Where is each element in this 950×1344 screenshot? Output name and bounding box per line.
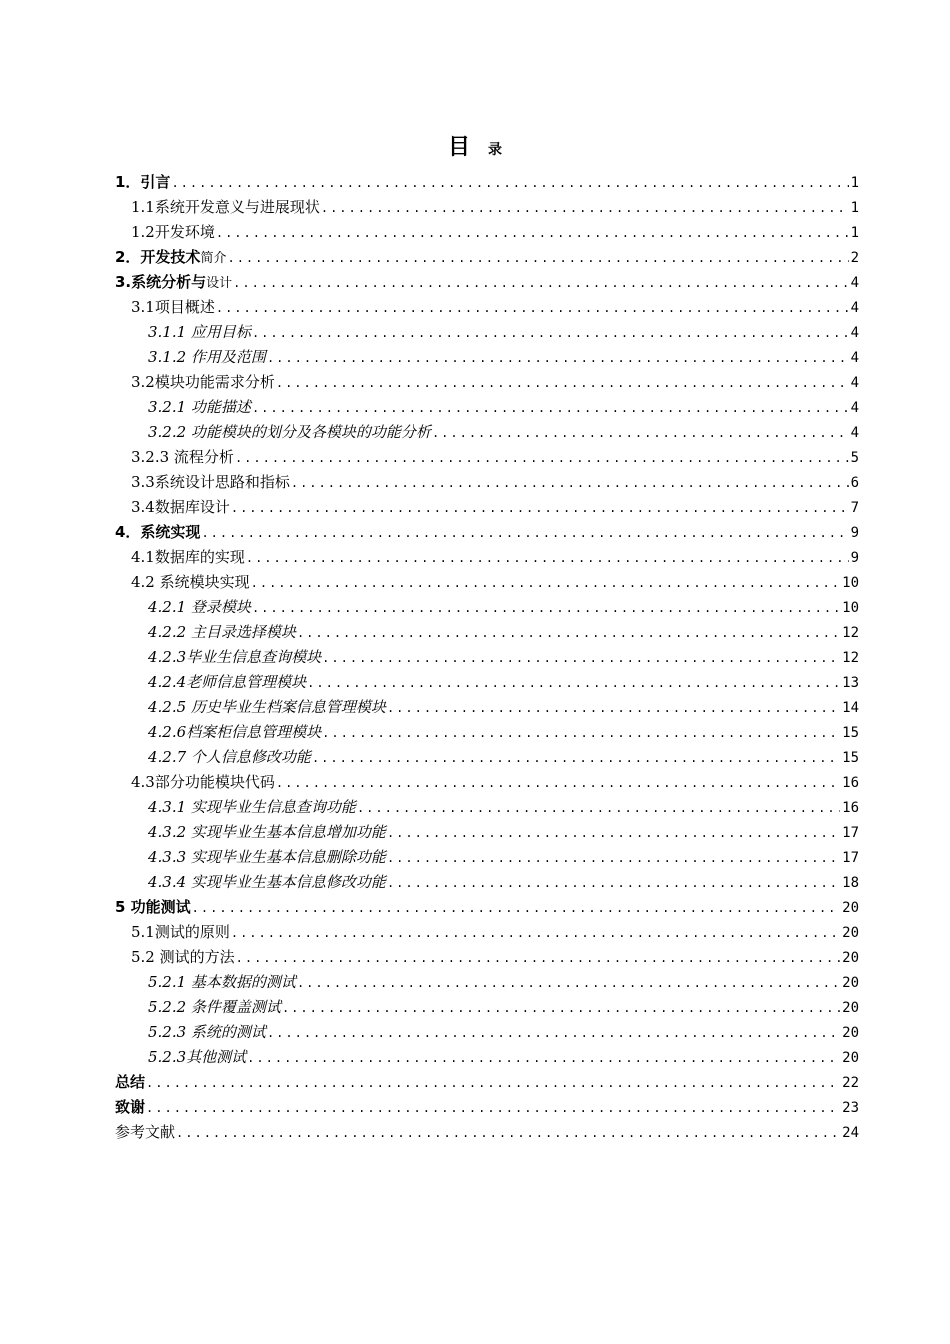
toc-entry[interactable] bbox=[115, 220, 859, 245]
toc-entry[interactable] bbox=[115, 1120, 859, 1145]
toc-page-number: 15 bbox=[842, 750, 859, 766]
toc-leader-dots bbox=[252, 396, 849, 421]
toc-entry[interactable] bbox=[115, 270, 859, 295]
toc-entry[interactable] bbox=[115, 245, 859, 270]
toc-leader-dots bbox=[282, 996, 840, 1021]
page-title bbox=[0, 130, 950, 161]
toc-leader-dots bbox=[307, 671, 840, 696]
toc-entry-title bbox=[131, 920, 230, 945]
toc-entry-text: 1.2开发环境 bbox=[131, 223, 215, 241]
toc-entry-title bbox=[148, 420, 431, 445]
toc-entry-title bbox=[115, 1120, 175, 1145]
toc-page-number: 2 bbox=[850, 250, 859, 266]
toc-page-number: 20 bbox=[842, 1050, 859, 1066]
toc-entry[interactable] bbox=[115, 345, 859, 370]
toc-entry-text: 致谢 bbox=[115, 1098, 146, 1116]
title-sub: 录 bbox=[488, 142, 502, 158]
toc-leader-dots bbox=[216, 221, 849, 246]
toc-entry-text: 5 功能测试 bbox=[115, 898, 191, 916]
toc-entry-title bbox=[115, 1070, 145, 1095]
toc-leader-dots bbox=[276, 371, 849, 396]
toc-leader-dots bbox=[387, 696, 840, 721]
toc-entry-text: 3.系统分析与 bbox=[115, 273, 207, 291]
toc-page-number: 4 bbox=[850, 300, 859, 316]
toc-page-number: 4 bbox=[850, 400, 859, 416]
toc-entry-title bbox=[148, 595, 251, 620]
toc-page-number: 20 bbox=[842, 950, 859, 966]
toc-page-number: 5 bbox=[850, 450, 859, 466]
toc-entry-title bbox=[131, 195, 320, 220]
toc-entry[interactable] bbox=[115, 970, 859, 995]
toc-page-number: 20 bbox=[842, 1000, 859, 1016]
toc-entry-title bbox=[148, 395, 251, 420]
toc-leader-dots bbox=[387, 846, 840, 871]
toc-entry-title bbox=[148, 320, 251, 345]
toc-entry[interactable] bbox=[115, 1070, 859, 1095]
toc-entry[interactable] bbox=[115, 945, 859, 970]
toc-entry-text: 3.2.2 功能模块的划分及各模块的功能分析 bbox=[148, 423, 431, 441]
toc-leader-dots bbox=[321, 196, 849, 221]
toc-entry-title bbox=[148, 1045, 246, 1070]
toc-entry[interactable] bbox=[115, 795, 859, 820]
toc-entry[interactable] bbox=[115, 595, 859, 620]
toc-page-number: 4 bbox=[850, 275, 859, 291]
toc-page-number: 4 bbox=[850, 375, 859, 391]
toc-leader-dots bbox=[357, 796, 840, 821]
toc-entry[interactable] bbox=[115, 995, 859, 1020]
toc-entry-text: 3.2模块功能需求分析 bbox=[131, 373, 275, 391]
toc-leader-dots bbox=[146, 1071, 840, 1096]
toc-leader-dots bbox=[297, 971, 840, 996]
toc-leader-dots bbox=[297, 621, 840, 646]
toc-page-number: 12 bbox=[842, 650, 859, 666]
toc-entry-text: 3.1.1 应用目标 bbox=[148, 323, 251, 341]
toc-page-number: 14 bbox=[842, 700, 859, 716]
toc-page-number: 15 bbox=[842, 725, 859, 741]
toc-entry[interactable] bbox=[115, 445, 859, 470]
toc-entry-text: 5.2 测试的方法 bbox=[131, 948, 235, 966]
table-of-contents bbox=[115, 170, 859, 1145]
toc-entry-text: 3.3系统设计思路和指标 bbox=[131, 473, 290, 491]
toc-page-number: 13 bbox=[842, 675, 859, 691]
toc-entry-text: 4.3.4 实现毕业生基本信息修改功能 bbox=[148, 873, 386, 891]
toc-entry[interactable] bbox=[115, 570, 859, 595]
toc-entry-text: 3.1.2 作用及范围 bbox=[148, 348, 266, 366]
toc-entry-text: 5.2.1 基本数据的测试 bbox=[148, 973, 296, 991]
toc-page-number: 20 bbox=[842, 925, 859, 941]
toc-entry-title bbox=[131, 945, 235, 970]
toc-entry[interactable] bbox=[115, 420, 859, 445]
toc-leader-dots bbox=[252, 321, 849, 346]
toc-entry[interactable] bbox=[115, 770, 859, 795]
toc-entry-text: 参考文献 bbox=[115, 1123, 176, 1141]
toc-entry-title bbox=[148, 845, 386, 870]
toc-leader-dots bbox=[146, 1096, 840, 1121]
toc-page-number: 16 bbox=[842, 800, 859, 816]
toc-leader-dots bbox=[387, 821, 840, 846]
toc-leader-dots bbox=[322, 721, 840, 746]
toc-entry-title bbox=[131, 220, 215, 245]
toc-leader-dots bbox=[171, 171, 848, 196]
toc-entry-title bbox=[148, 995, 281, 1020]
toc-entry[interactable] bbox=[115, 495, 859, 520]
toc-entry[interactable] bbox=[115, 195, 859, 220]
toc-leader-dots bbox=[267, 1021, 840, 1046]
toc-leader-dots bbox=[231, 496, 849, 521]
toc-entry-text: 4.2.7 个人信息修改功能 bbox=[148, 748, 311, 766]
toc-page-number: 24 bbox=[842, 1125, 859, 1141]
toc-entry-title bbox=[131, 770, 275, 795]
toc-entry[interactable] bbox=[115, 320, 859, 345]
toc-leader-dots bbox=[387, 871, 840, 896]
toc-entry-title bbox=[148, 795, 356, 820]
toc-entry-title bbox=[115, 270, 232, 296]
toc-entry-text: 5.2.3其他测试 bbox=[148, 1048, 247, 1066]
toc-page-number: 4 bbox=[850, 350, 859, 366]
toc-entry-text: 3.1项目概述 bbox=[131, 298, 215, 316]
toc-entry-title bbox=[131, 370, 275, 395]
toc-leader-dots bbox=[233, 271, 848, 296]
toc-leader-dots bbox=[192, 896, 840, 921]
toc-page-number: 9 bbox=[850, 550, 859, 566]
toc-leader-dots bbox=[322, 646, 840, 671]
toc-entry-text: 1.1系统开发意义与进展现状 bbox=[131, 198, 320, 216]
toc-entry[interactable] bbox=[115, 820, 859, 845]
toc-entry-text: 4．系统实现 bbox=[115, 523, 201, 541]
toc-entry-text: 4.2.4老师信息管理模块 bbox=[148, 673, 307, 691]
toc-entry-title bbox=[148, 620, 296, 645]
toc-entry[interactable] bbox=[115, 695, 859, 720]
toc-page-number: 20 bbox=[842, 1025, 859, 1041]
toc-entry[interactable] bbox=[115, 1095, 859, 1120]
toc-leader-dots bbox=[216, 296, 849, 321]
title-main: 目 bbox=[447, 135, 470, 160]
toc-entry-title bbox=[148, 645, 321, 670]
toc-entry-title bbox=[131, 295, 215, 320]
toc-entry[interactable] bbox=[115, 470, 859, 495]
toc-leader-dots bbox=[176, 1121, 840, 1146]
toc-leader-dots bbox=[432, 421, 849, 446]
toc-entry-title bbox=[148, 720, 321, 745]
toc-entry-text: 4.3.1 实现毕业生信息查询功能 bbox=[148, 798, 356, 816]
toc-leader-dots bbox=[291, 471, 849, 496]
toc-entry[interactable] bbox=[115, 870, 859, 895]
toc-entry-text: 4.2.6档案柜信息管理模块 bbox=[148, 723, 322, 741]
toc-page-number: 9 bbox=[850, 525, 859, 541]
toc-entry[interactable] bbox=[115, 920, 859, 945]
toc-leader-dots bbox=[267, 346, 849, 371]
toc-entry-text: 5.2.3 系统的测试 bbox=[148, 1023, 266, 1041]
toc-entry-title bbox=[131, 545, 245, 570]
toc-entry-text: 2．开发技术 bbox=[115, 248, 201, 266]
toc-page-number: 10 bbox=[842, 575, 859, 591]
toc-entry-title bbox=[148, 820, 386, 845]
toc-page-number: 17 bbox=[842, 850, 859, 866]
toc-entry-text: 4.3部分功能模块代码 bbox=[131, 773, 275, 791]
toc-entry-text: 3.2.1 功能描述 bbox=[148, 398, 251, 416]
toc-entry-title bbox=[115, 170, 170, 195]
toc-entry-text: 总结 bbox=[115, 1073, 146, 1091]
toc-entry[interactable] bbox=[115, 170, 859, 195]
toc-entry[interactable] bbox=[115, 1020, 859, 1045]
toc-leader-dots bbox=[246, 546, 849, 571]
toc-entry-text: 4.2.1 登录模块 bbox=[148, 598, 251, 616]
toc-entry[interactable] bbox=[115, 545, 859, 570]
toc-entry[interactable] bbox=[115, 520, 859, 545]
toc-entry-text: 1．引言 bbox=[115, 173, 171, 191]
toc-leader-dots bbox=[201, 521, 848, 546]
toc-entry-title bbox=[131, 570, 250, 595]
toc-page-number: 4 bbox=[850, 325, 859, 341]
toc-entry[interactable] bbox=[115, 1045, 859, 1070]
toc-leader-dots bbox=[231, 921, 840, 946]
toc-entry-title bbox=[131, 495, 230, 520]
toc-entry-text: 3.2.3 流程分析 bbox=[131, 448, 234, 466]
toc-entry-title bbox=[115, 895, 191, 920]
toc-page-number: 6 bbox=[850, 475, 859, 491]
toc-page-number: 22 bbox=[842, 1075, 859, 1091]
toc-leader-dots bbox=[276, 771, 840, 796]
toc-leader-dots bbox=[227, 246, 848, 271]
toc-entry-text: 4.2.3毕业生信息查询模块 bbox=[148, 648, 322, 666]
toc-entry-suffix: 简介 bbox=[200, 251, 227, 266]
toc-entry-title bbox=[148, 345, 266, 370]
toc-entry-text: 4.2.5 历史毕业生档案信息管理模块 bbox=[148, 698, 386, 716]
toc-entry[interactable] bbox=[115, 670, 859, 695]
toc-page-number: 18 bbox=[842, 875, 859, 891]
toc-entry-title bbox=[148, 970, 296, 995]
toc-entry-text: 4.3.2 实现毕业生基本信息增加功能 bbox=[148, 823, 386, 841]
toc-entry-title bbox=[148, 670, 306, 695]
toc-leader-dots bbox=[247, 1046, 840, 1071]
toc-page-number: 20 bbox=[842, 975, 859, 991]
toc-leader-dots bbox=[312, 746, 840, 771]
toc-entry[interactable] bbox=[115, 745, 859, 770]
toc-entry[interactable] bbox=[115, 895, 859, 920]
toc-entry-title bbox=[148, 1020, 266, 1045]
toc-entry-text: 5.1测试的原则 bbox=[131, 923, 230, 941]
toc-entry-text: 5.2.2 条件覆盖测试 bbox=[148, 998, 281, 1016]
toc-leader-dots bbox=[236, 946, 841, 971]
toc-entry-title bbox=[131, 445, 234, 470]
toc-leader-dots bbox=[252, 596, 840, 621]
toc-entry-title bbox=[148, 695, 386, 720]
toc-entry[interactable] bbox=[115, 370, 859, 395]
toc-page-number: 17 bbox=[842, 825, 859, 841]
toc-page-number: 4 bbox=[850, 425, 859, 441]
toc-entry-suffix: 设计 bbox=[206, 276, 233, 291]
toc-entry-text: 4.3.3 实现毕业生基本信息删除功能 bbox=[148, 848, 386, 866]
toc-entry[interactable] bbox=[115, 395, 859, 420]
toc-page-number: 20 bbox=[842, 900, 859, 916]
toc-entry[interactable] bbox=[115, 295, 859, 320]
toc-entry-title bbox=[148, 870, 386, 895]
toc-entry-title bbox=[115, 520, 200, 545]
toc-entry-title bbox=[131, 470, 290, 495]
toc-page-number: 1 bbox=[850, 175, 859, 191]
toc-entry[interactable] bbox=[115, 845, 859, 870]
toc-page-number: 1 bbox=[850, 200, 859, 216]
toc-entry-text: 3.4数据库设计 bbox=[131, 498, 230, 516]
toc-page-number: 23 bbox=[842, 1100, 859, 1116]
toc-page-number: 12 bbox=[842, 625, 859, 641]
toc-page-number: 1 bbox=[850, 225, 859, 241]
toc-page-number: 7 bbox=[850, 500, 859, 516]
toc-entry-title bbox=[148, 745, 311, 770]
toc-entry[interactable] bbox=[115, 720, 859, 745]
toc-entry[interactable] bbox=[115, 645, 859, 670]
toc-entry-title bbox=[115, 1095, 145, 1120]
toc-entry-text: 4.2.2 主目录选择模块 bbox=[148, 623, 296, 641]
toc-entry[interactable] bbox=[115, 620, 859, 645]
toc-page-number: 16 bbox=[842, 775, 859, 791]
toc-entry-text: 4.1数据库的实现 bbox=[131, 548, 245, 566]
toc-entry-text: 4.2 系统模块实现 bbox=[131, 573, 250, 591]
toc-entry-title bbox=[115, 245, 226, 271]
toc-leader-dots bbox=[251, 571, 841, 596]
toc-leader-dots bbox=[235, 446, 849, 471]
toc-page-number: 10 bbox=[842, 600, 859, 616]
